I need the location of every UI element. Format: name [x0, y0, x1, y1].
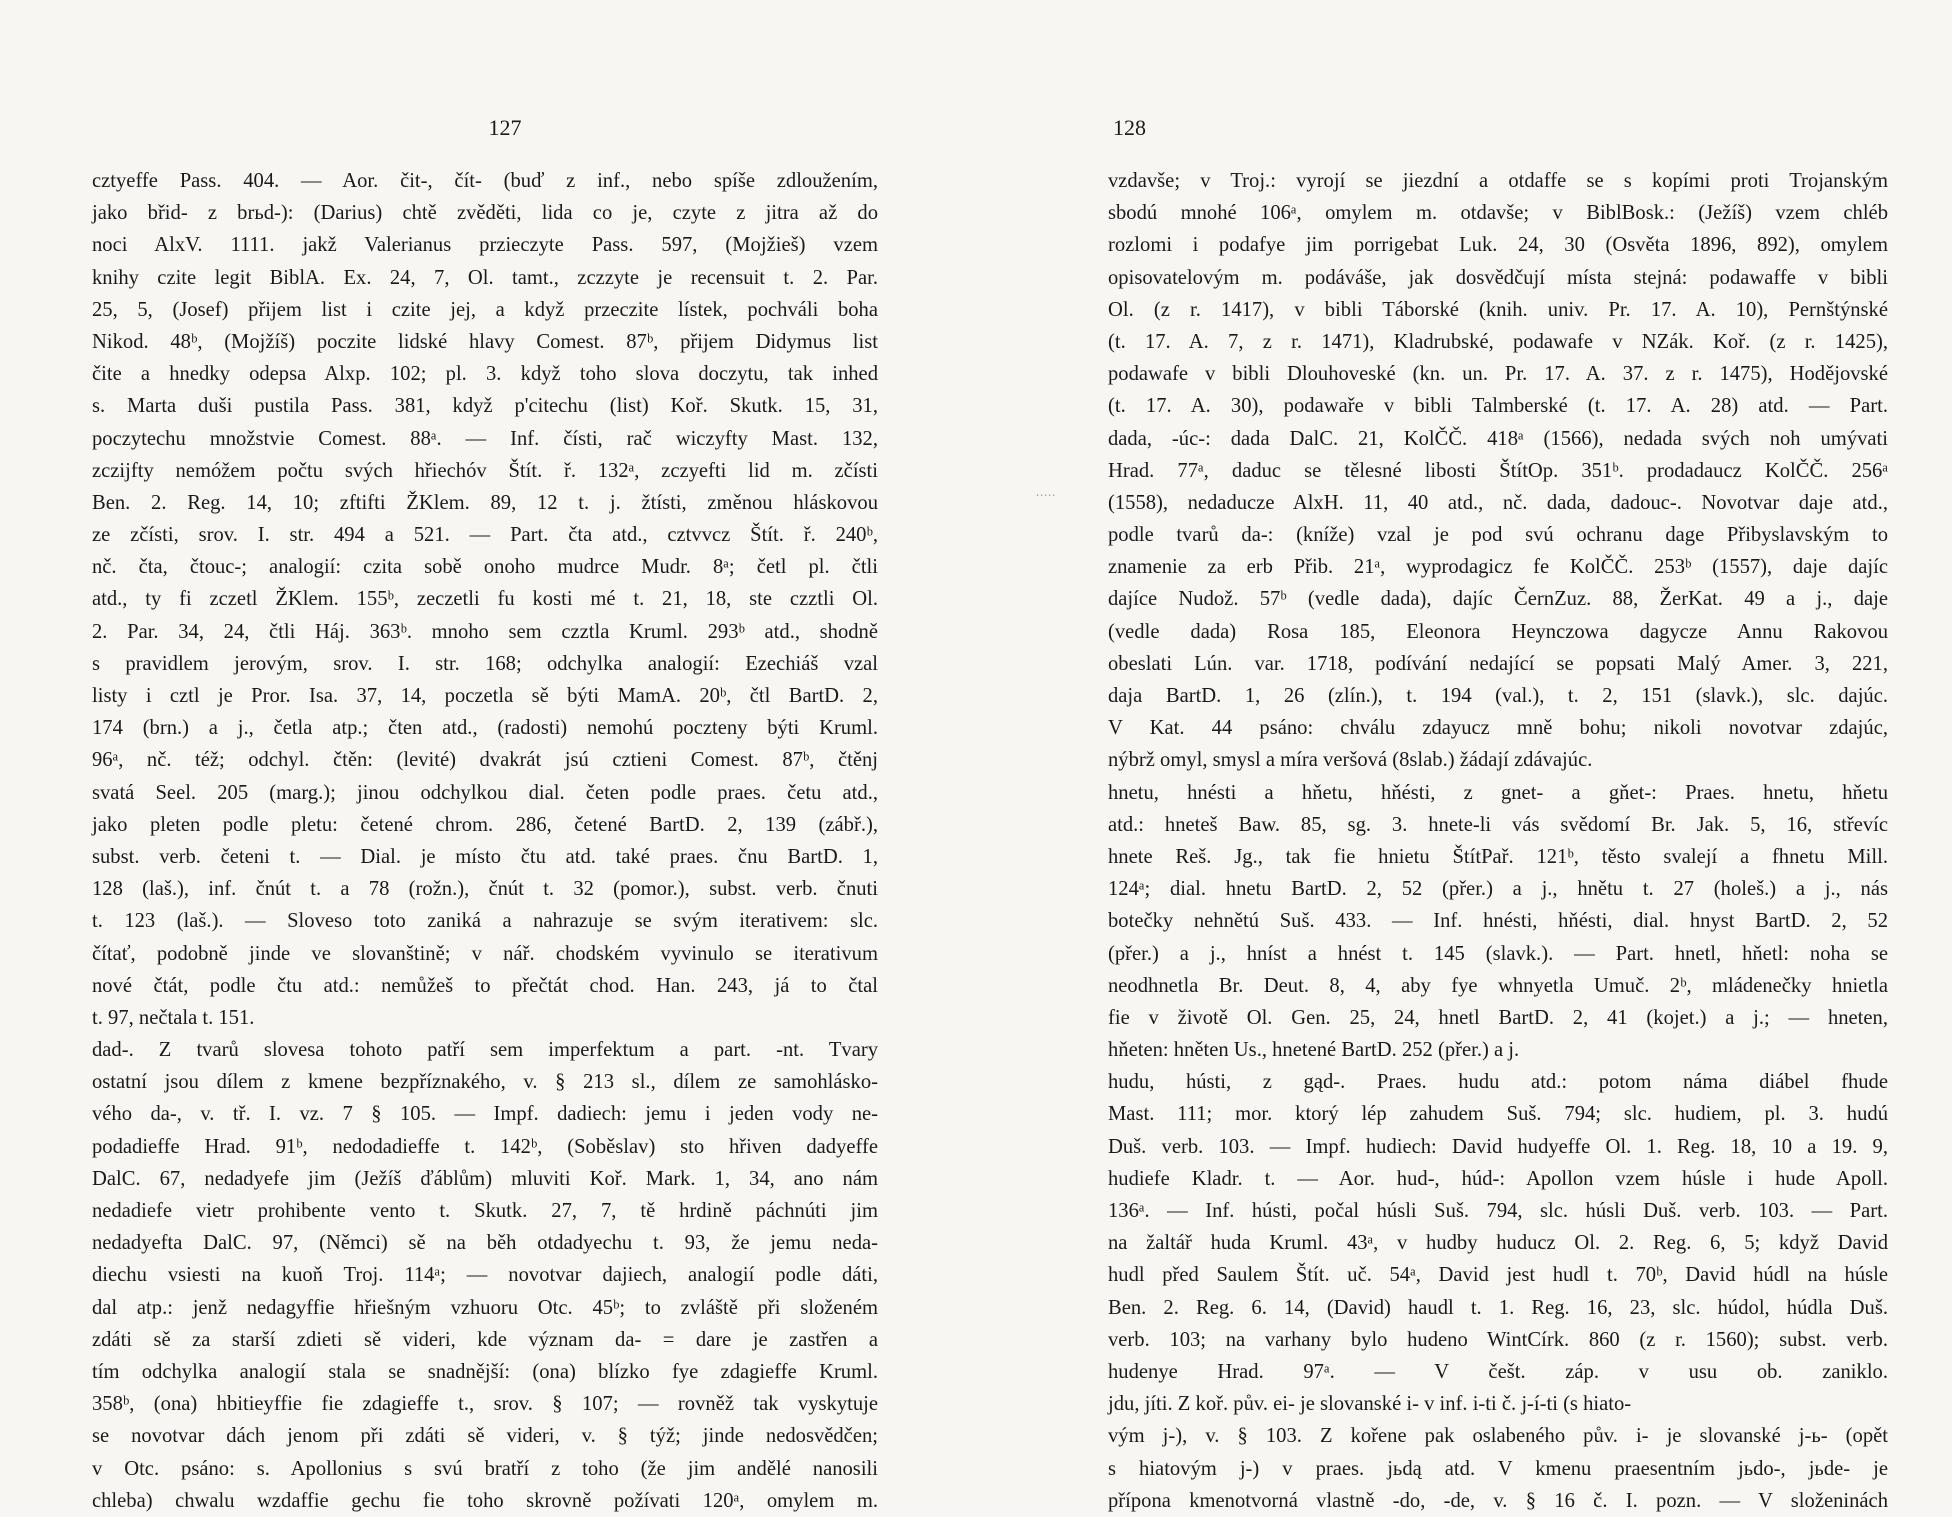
text-line: knihy czite legit BiblA. Ex. 24, 7, Ol. tamt., zczzyte je recensuit t. 2. Par. — [92, 266, 878, 289]
text-line: (přer.) a j., hníst a hnést t. 145 (slavk.). — Part. hnetl, hňetl: noha se — [1108, 942, 1888, 965]
text-line: přípona kmenotvorná vlastně -do, -de, v. § 16 č. I. pozn. — V složeninách — [1108, 1489, 1888, 1512]
text-line: tím odchylka analogií stala se snadnější: (ona) blízko fye zdagieffe Kruml. — [92, 1360, 878, 1383]
text-line: dad-. Z tvarů slovesa tohoto patří sem imperfektum a part. -nt. Tvary — [92, 1039, 878, 1062]
text-line: (vedle dada) Rosa 185, Eleonora Heynczowa dagycze Annu Rakovou — [1108, 620, 1888, 643]
text-line: t. 97, nečtala t. 151. — [92, 1006, 255, 1029]
text-line: dal atp.: jenž nedagyffie hřiešným vzhuoru Otc. 45ᵇ; to zvláště při složeném — [92, 1296, 878, 1319]
text-line: jako pleten podle pletu: četené chrom. 286, četené BartD. 2, 139 (zábř.), — [92, 813, 878, 836]
text-line: verb. 103; na varhany bylo hudeno WintCírk. 860 (z r. 1560); subst. verb. — [1108, 1328, 1888, 1351]
text-line: atd., ty fi zczetl ŽKlem. 155ᵇ, zeczetli fu kosti mé t. 21, 18, ste czztli Ol. — [92, 588, 878, 611]
text-line: čite a hnedky odepsa Alxp. 102; pl. 3. když toho slova doczytu, tak inhed — [92, 363, 878, 386]
text-line: nedadyefta DalC. 97, (Němci) sě na běh otdadyechu t. 93, že jemu neda- — [92, 1232, 878, 1255]
text-line: obeslati Lún. var. 1718, podívání nedající se popsati Malý Amer. 3, 221, — [1108, 652, 1888, 675]
page-number-left: 127 — [488, 115, 522, 140]
text-line: listy i cztl je Pror. Isa. 37, 14, poczetla sě býti MamA. 20ᵇ, čtl BartD. 2, — [92, 685, 878, 707]
text-line: ze zčísti, srov. I. str. 494 a 521. — Part. čta atd., cztvvcz Štít. ř. 240ᵇ, — [92, 524, 878, 547]
text-line: zczijfty nemóžem počtu svých hřiechóv Štít. ř. 132ᵃ, zczyefti lid m. zčísti — [92, 459, 878, 482]
text-line: jdu, jíti. Z koř. pův. ei- je slovanské i- v inf. i-ti č. j-í-ti (s hiato- — [1108, 1393, 1632, 1416]
text-line: t. 123 (laš.). — Sloveso toto zaniká a nahrazuje se svým iterativem: slc. — [92, 910, 878, 933]
text-line: 25, 5, (Josef) přijem list i czite jej, a když przeczite lístek, pochváli boha — [92, 298, 878, 321]
text-line: atd.: hneteš Baw. 85, sg. 3. hnete-li vás svědomí Br. Jak. 5, 16, střevíc — [1108, 813, 1888, 836]
text-line: na žaltář huda Kruml. 43ᵃ, v hudby huducz Ol. 2. Reg. 6, 5; když David — [1108, 1232, 1888, 1255]
text-line: znamenie za erb Přib. 21ᵃ, wyprodagicz fe KolČČ. 253ᵇ (1557), daje dajíc — [1108, 556, 1888, 579]
text-line: Ol. (z r. 1417), v bibli Táborské (knih. univ. Pr. 17. A. 10), Pernštýnské — [1108, 298, 1888, 321]
text-line: 136ᵃ. — Inf. hústi, počal húsli Suš. 794, slc. húsli Duš. verb. 103. — Part. — [1108, 1200, 1888, 1222]
page-number-right: 128 — [1113, 115, 1146, 140]
text-line: nedadiefe vietr prohibente vento t. Skutk. 27, 7, tě hrdině páchnúti jim — [92, 1200, 878, 1222]
text-line: (t. 17. A. 7, z r. 1471), Kladrubské, podawafe v NZák. Koř. (z r. 1425), — [1108, 330, 1888, 353]
text-line: daja BartD. 1, 26 (zlín.), t. 194 (val.), t. 2, 151 (slavk.), slc. dajúc. — [1108, 685, 1888, 707]
text-line: v Otc. psáno: s. Apollonius s svú bratří z toho (že jim andělé nanosili — [92, 1457, 878, 1480]
text-line: subst. verb. četeni t. — Dial. je místo čtu atd. také praes. čnu BartD. 1, — [92, 845, 878, 868]
text-line: vého da-, v. tř. I. vz. 7 § 105. — Impf. dadiech: jemu i jeden vody ne- — [92, 1103, 878, 1126]
text-line: jako břid- z brьd-): (Darius) chtě zvěděti, lida co je, czyte z jitra až do — [92, 202, 878, 225]
text-line: neodhnetla Br. Deut. 8, 4, aby fye whnyetla Umuč. 2ᵇ, mládenečky hnietla — [1108, 974, 1888, 997]
text-line: V Kat. 44 psáno: chválu zdayucz mně bohu; nikoli novotvar zdajúc, — [1108, 717, 1888, 740]
text-line: rozlomi i podafye jim porrigebat Luk. 24, 30 (Osvěta 1896, 892), omylem — [1108, 234, 1888, 257]
text-line: vým j-), v. § 103. Z kořene pak oslabeného pův. i- je slovanské j-ь- (opět — [1108, 1425, 1888, 1448]
text-line: 128 (laš.), inf. čnút t. a 78 (rožn.), čnút t. 32 (pomor.), subst. verb. čnuti — [92, 878, 878, 901]
text-line: hudl před Saulem Štít. uč. 54ᵃ, David jest hudl t. 70ᵇ, David húdl na húsle — [1108, 1264, 1888, 1287]
text-line: nč. čta, čtouc-; analogií: czita sobě onoho mudrce Mudr. 8ᵃ; četl pl. čtli — [92, 556, 878, 579]
text-line: vzdavše; v Troj.: vyrojí se jiezdní a otdaffe se s kopími proti Trojanským — [1108, 170, 1888, 192]
text-line: hňeten: hněten Us., hnetené BartD. 252 (přer.) a j. — [1108, 1039, 1520, 1062]
right-page — [1108, 0, 1888, 1512]
text-line: 358ᵇ, (ona) hbitieyffie fie zdagieffe t., srov. § 107; — rovněž tak vyskytuje — [92, 1393, 878, 1416]
text-line: DalC. 67, nedadyefe jim (Ježíš ďáblům) mluviti Koř. Mark. 1, 34, ano nám — [92, 1167, 878, 1190]
text-line: podadieffe Hrad. 91ᵇ, nedodadieffe t. 142ᵇ, (Soběslav) sto hřiven dadyeffe — [92, 1135, 878, 1158]
text-line: Ben. 2. Reg. 6. 14, (David) haudl t. 1. Reg. 16, 23, slc. húdol, húdla Duš. — [1108, 1296, 1888, 1319]
text-line: 96ᵃ, nč. též; odchyl. čtěn: (levité) dvakrát jsú cztieni Comest. 87ᵇ, čtěnj — [92, 749, 878, 772]
text-line: nové čtát, podle čtu atd.: nemůžeš to přečtát chod. Han. 243, já to čtal — [92, 974, 878, 997]
left-page — [92, 0, 878, 1512]
text-line: chleba) chwalu wzdaffie gechu fie toho skrovně požívati 120ᵃ, omylem m. — [92, 1489, 878, 1512]
text-line: 2. Par. 34, 24, čtli Háj. 363ᵇ. mnoho sem czztla Kruml. 293ᵇ atd., shodně — [92, 620, 878, 643]
text-line: se novotvar dách jenom při zdáti sě videri, v. § týž; jinde nedosvědčen; — [92, 1425, 878, 1448]
text-line: hudiefe Kladr. t. — Aor. hud-, húd-: Apollon vzem húsle i hude Apoll. — [1108, 1167, 1888, 1190]
text-line: botečky nehnětú Suš. 433. — Inf. hnésti, hňésti, dial. hnyst BartD. 2, 52 — [1108, 910, 1888, 933]
text-line: opisovatelovým m. podáváše, jak dosvědčují místa stejná: podawaffe v bibli — [1108, 266, 1888, 289]
text-line: poczytechu množstvie Comest. 88ᵃ. — Inf. čísti, rač wiczyfty Mast. 132, — [92, 427, 878, 450]
text-line: hnetu, hnésti a hňetu, hňésti, z gnet- a gňet-: Praes. hnetu, hňetu — [1108, 781, 1888, 804]
text-line: Hrad. 77ᵃ, daduc se tělesné libosti ŠtítOp. 351ᵇ. prodadaucz KolČČ. 256ᵃ — [1108, 459, 1888, 482]
text-line: hudenye Hrad. 97ᵃ. — V češt. záp. v usu ob. zaniklo. — [1108, 1360, 1888, 1383]
text-line: dada, -úc-: dada DalC. 21, KolČČ. 418ᵃ (1566), nedada svých noh umývati — [1108, 427, 1888, 450]
text-line: svatá Seel. 205 (marg.); jinou odchylkou dial. četen podle praes. četu atd., — [92, 781, 878, 804]
text-line: dajíce Nudož. 57ᵇ (vedle dada), dajíc ČernZuz. 88, ŽerKat. 49 a j., daje — [1108, 588, 1888, 611]
text-line: hnete Reš. Jg., tak fie hnietu ŠtítPař. 121ᵇ, těsto svalejí a fhnetu Mill. — [1108, 845, 1888, 868]
margin-mark: ∙∙∙∙∙ — [1036, 488, 1056, 502]
text-line: podawafe v bibli Dlouhoveské (kn. un. Pr. 17. A. 37. z r. 1475), Hodějovské — [1108, 363, 1888, 386]
text-line: diechu vsiesti na kuoň Troj. 114ᵃ; — novotvar dajiech, analogií podle dáti, — [92, 1264, 878, 1287]
text-line: čítať, podobně jinde ve slovanštině; v nář. chodském vyvinulo se iterativum — [92, 942, 878, 965]
text-line: s. Marta duši pustila Pass. 381, když p'citechu (list) Koř. Skutk. 15, 31, — [92, 395, 878, 418]
text-line: s hiatovým j-) v praes. jьdą atd. V kmenu praesentním jьdo-, jьde- je — [1108, 1457, 1888, 1480]
text-line: Ben. 2. Reg. 14, 10; zftifti ŽKlem. 89, 12 t. j. žtísti, změnou hláskovou — [92, 491, 878, 514]
text-line: podle tvarů da-: (kníže) vzal je pod svú ochranu dage Přibyslavským to — [1108, 524, 1888, 547]
text-line: Nikod. 48ᵇ, (Mojžíš) poczite lidské hlavy Comest. 87ᵇ, přijem Didymus list — [92, 330, 878, 353]
text-line: 124ᵃ; dial. hnetu BartD. 2, 52 (přer.) a j., hnětu t. 27 (holeš.) a j., nás — [1108, 878, 1888, 901]
text-line: sbodú mnohé 106ᵃ, omylem m. otdavše; v BiblBosk.: (Ježíš) vzem chléb — [1108, 202, 1888, 225]
text-line: (1558), nedaducze AlxH. 11, 40 atd., nč. dada, dadouc-. Novotvar daje atd., — [1108, 491, 1888, 514]
left-page-text — [92, 165, 878, 1517]
text-line: cztyeffe Pass. 404. — Aor. čit-, čít- (buď z inf., nebo spíše zdloužením, — [92, 170, 878, 192]
text-line: Duš. verb. 103. — Impf. hudiech: David hudyeffe Ol. 1. Reg. 18, 10 a 19. 9, — [1108, 1135, 1888, 1158]
text-line: fie v životě Ol. Gen. 25, 24, hnetl BartD. 2, 41 (kojet.) a j.; — hneten, — [1108, 1006, 1888, 1029]
text-line: noci AlxV. 1111. jakž Valerianus przieczyte Pass. 597, (Mojžieš) vzem — [92, 234, 878, 257]
text-line: (t. 17. A. 30), podawaře v bibli Talmberské (t. 17. A. 28) atd. — Part. — [1108, 395, 1888, 418]
text-line: s pravidlem jerovým, srov. I. str. 168; odchylka analogií: Ezechiáš vzal — [92, 652, 878, 675]
text-line: zdáti sě za starší zdieti sě videri, kde význam da- = dare je zastřen a — [92, 1328, 878, 1351]
text-line: ostatní jsou dílem z kmene bezpříznakého, v. § 213 sl., dílem ze samohlásko- — [92, 1071, 878, 1094]
text-line: nýbrž omyl, smysl a míra veršová (8slab.) žádají zdávajúc. — [1108, 749, 1593, 772]
text-line: hudu, hústi, z gąd-. Praes. hudu atd.: potom náma diábel fhude — [1108, 1071, 1888, 1094]
text-line: 174 (brn.) a j., četla atp.; čten atd., (radosti) nemohú poczteny býti Kruml. — [92, 717, 878, 740]
text-line: Mast. 111; mor. ktorý lép zahudem Suš. 794; slc. hudiem, pl. 3. hudú — [1108, 1103, 1888, 1126]
right-page-text — [1108, 165, 1888, 1517]
